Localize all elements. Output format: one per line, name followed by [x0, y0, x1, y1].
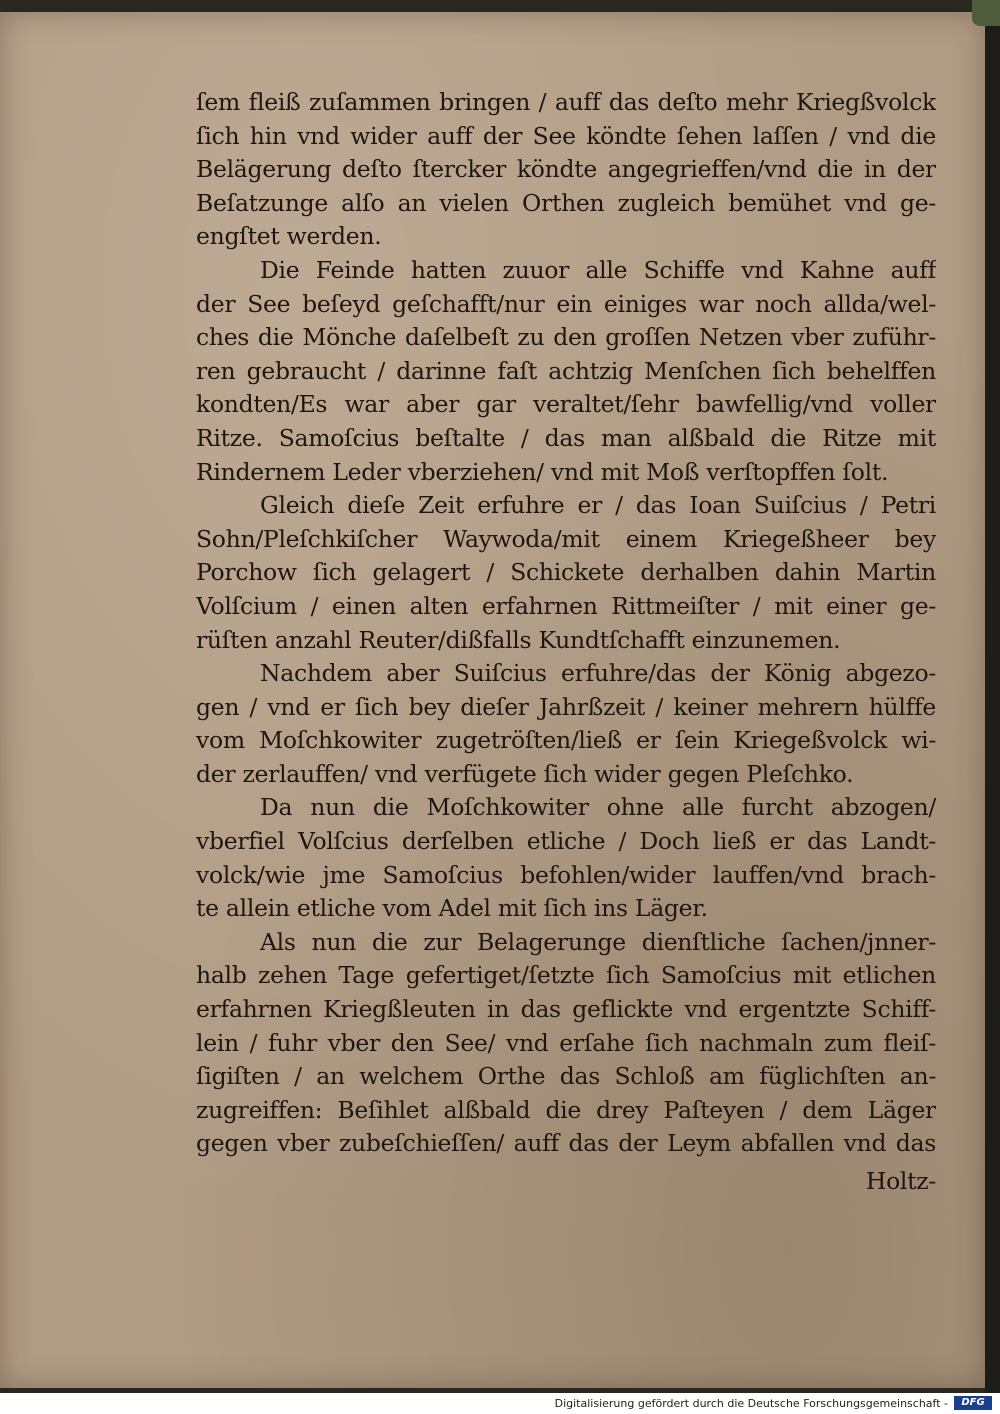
text-line: ches die Mönche daſelbeſt zu den groſſen Netzen vber zuführ-	[196, 323, 936, 352]
text-line: der zerlauffen/ vnd verfügete ſich wider gegen Pleſchko.	[196, 759, 854, 788]
text-line: te allein etliche vom Adel mit ſich ins Läger.	[196, 894, 708, 923]
text-line: Rindernem Leder vberziehen/ vnd mit Moß verſtopffen ſolt.	[196, 457, 889, 486]
page-text-block	[196, 86, 936, 1199]
text-line: kondten/Es war aber gar veraltet/ſehr bawfellig/vnd voller	[196, 390, 936, 419]
text-line: Gleich dieſe Zeit erfuhre er / das Ioan Suiſcius / Petri	[260, 491, 936, 520]
text-line: rüſten anzahl Reuter/dißfalls Kundtſchafft einzunemen.	[196, 625, 841, 654]
text-line: Nachdem aber Suiſcius erfuhre/das der König abgezo-	[260, 659, 936, 688]
text-line: Sohn/Pleſchkiſcher Waywoda/mit einem Kriegeßheer bey	[196, 524, 936, 553]
text-line: Belägerung deſto ſtercker köndte angegrieffen/vnd die in der	[196, 155, 936, 184]
catchword: Holtz-	[865, 1167, 936, 1195]
text-line: volck/wie jme Samoſcius befohlen/wider lauffen/vnd brach-	[196, 860, 936, 889]
text-line: ren gebraucht / darinne faſt achtzig Menſchen ſich behelffen	[196, 356, 936, 385]
binding-cloth-corner	[972, 0, 1000, 26]
book-spine-edge	[985, 0, 1000, 1393]
book-page	[0, 12, 985, 1388]
funding-credit: Digitalisierung gefördert durch die Deutsche Forschungsgemeinschaft -	[554, 1397, 948, 1410]
text-line: Beſatzunge alſo an vielen Orthen zugleich bemühet vnd ge-	[196, 188, 936, 217]
text-line: der See beſeyd geſchafft/nur ein einiges war noch allda/wel-	[196, 289, 936, 318]
text-line: ſem fleiß zuſammen bringen / auff das deſto mehr Kriegßvolck	[196, 88, 936, 116]
text-line: Porchow ſich gelagert / Schickete derhalben dahin Martin	[196, 558, 936, 587]
text-line: gen / vnd er ſich bey dieſer Jahrßzeit / keiner mehrern hülffe	[196, 692, 936, 721]
text-line: erfahrnen Kriegßleuten in das geflickte vnd ergentzte Schiff-	[196, 995, 936, 1024]
text-line: gegen vber zubeſchieſſen/ auff das der Leym abfallen vnd das	[196, 1129, 936, 1158]
text-line: Da nun die Moſchkowiter ohne alle furcht abzogen/	[260, 793, 936, 822]
text-line: engſtet werden.	[196, 222, 382, 251]
text-line: Volſcium / einen alten erfahrnen Rittmeiſter / mit einer ge-	[196, 591, 936, 620]
text-line: zugreiffen: Beſihlet alßbald die drey Paſteyen / dem Läger	[196, 1095, 936, 1124]
text-line: Ritze. Samoſcius beſtalte / das man alßbald die Ritze mit	[196, 423, 936, 452]
text-line: Die Feinde hatten zuuor alle Schiffe vnd Kahne auff	[260, 255, 936, 284]
text-line: ſich hin vnd wider auff der See köndte ſehen laſſen / vnd die	[196, 121, 936, 150]
text-line: Als nun die zur Belagerunge dienſtliche ſachen/jnner-	[260, 927, 936, 956]
text-line: ſigiſten / an welchem Orthe das Schloß am füglichſten an-	[196, 1062, 936, 1091]
footer-bar	[0, 1393, 1000, 1414]
text-line: lein / fuhr vber den See/ vnd erſahe ſich nachmaln zum fleiſ-	[196, 1028, 936, 1057]
dfg-logo-icon: DFG	[954, 1396, 992, 1410]
text-line: vberfiel Volſcius derſelben etliche / Doch ließ er das Landt-	[196, 827, 936, 856]
text-line: halb zehen Tage gefertiget/ſetzte ſich Samoſcius mit etlichen	[196, 961, 936, 990]
text-line: vom Moſchkowiter zugetröſten/ließ er ſein Kriegeßvolck wi-	[196, 726, 936, 755]
